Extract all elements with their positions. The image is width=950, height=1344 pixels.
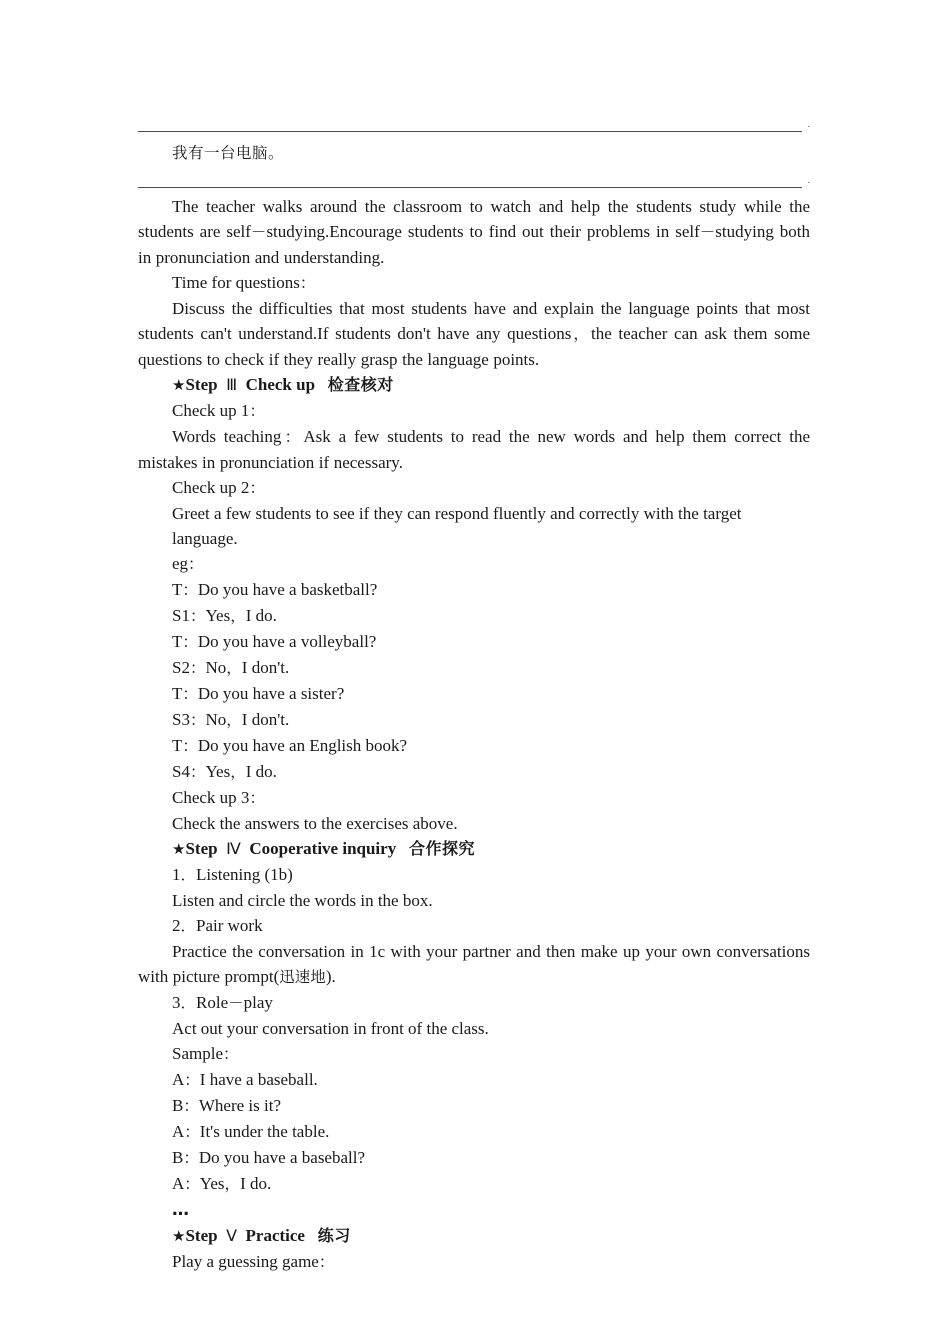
item-1-listening: 1．Listening (1b)	[172, 865, 293, 884]
cjk-run: ．	[180, 994, 197, 1012]
cjk-run: ：	[189, 763, 206, 781]
chinese-answer-line: 我有一台电脑。	[172, 144, 285, 162]
sample-line-a2: A：It's under the table.	[172, 1122, 330, 1141]
discuss-difficulties-paragraph: Discuss the difficulties that most students have and explain the language points that most students can't understand.If students don't have any questions，the teacher can ask them some questions to check if they really grasp the language points.	[138, 299, 810, 369]
check-up-3-label: Check up 3：	[172, 788, 265, 807]
answer-blank-line-2	[138, 168, 810, 194]
cjk-run: ，	[226, 659, 242, 677]
cjk-run: ：	[281, 428, 304, 446]
step-label: Step	[185, 375, 218, 394]
star-icon: ★	[172, 1227, 186, 1245]
step-roman-numeral: Ⅴ	[226, 1226, 238, 1245]
cjk-run: ：	[189, 659, 206, 677]
ellipsis-glyph: …	[172, 1200, 190, 1220]
cjk-run: ：	[182, 633, 198, 651]
cjk-run: ：	[182, 737, 198, 755]
cjk-run: ：	[249, 789, 265, 807]
sample-line-a3: A：Yes，I do.	[172, 1174, 272, 1193]
teacher-walks-paragraph: The teacher walks around the classroom to watch and help the students study while the students are self－studying.Encourage students to find out their problems in self－studying both in pronunciation and understanding.	[138, 197, 810, 267]
cjk-run: ：	[182, 685, 198, 703]
cjk-run: ：	[183, 1097, 199, 1115]
words-teaching-paragraph: Words teaching：Ask a few students to read the new words and help them correct the mistakes in pronunciation if necessary.	[138, 427, 810, 472]
cjk-run: ，	[226, 711, 242, 729]
dialogue-line-t4: T：Do you have an English book?	[172, 736, 408, 755]
dialogue-line-t3: T：Do you have a sister?	[172, 684, 345, 703]
dialogue-line-t2: T：Do you have a volleyball?	[172, 632, 377, 651]
greet-students-line: Greet a few students to see if they can respond fluently and correctly with the target language.	[172, 504, 746, 548]
blank-rule-stroke	[138, 187, 802, 188]
cjk-run: ：	[184, 1175, 200, 1193]
check-up-1-label: Check up 1：	[172, 401, 265, 420]
step-title: Cooperative inquiry	[249, 839, 397, 858]
sample-label: Sample：	[172, 1044, 239, 1063]
cjk-run: ：	[182, 581, 198, 599]
step-roman-numeral: Ⅲ	[226, 375, 238, 394]
answer-blank-line-1	[138, 112, 810, 138]
cjk-run: ．	[180, 866, 197, 884]
dialogue-line-s2: S2：No，I don't.	[172, 658, 290, 677]
item-3-role-play: 3．Role－play	[172, 993, 273, 1012]
step-title: Check up	[245, 375, 316, 394]
document-body	[138, 112, 810, 1275]
cjk-run: ：	[184, 1071, 200, 1089]
check-answers-line: Check the answers to the exercises above.	[172, 814, 458, 833]
step-title: Practice	[245, 1226, 305, 1245]
cjk-run: ：	[223, 1045, 239, 1063]
step-4-heading	[138, 836, 810, 862]
step-chinese-title: 检查核对	[327, 375, 394, 394]
eg-label: eg：	[172, 554, 204, 573]
dialogue-line-t1: T：Do you have a basketball?	[172, 580, 378, 599]
step-label: Step	[185, 1226, 218, 1245]
cjk-run: 迅速地	[279, 968, 326, 986]
time-for-questions-line: Time for questions：	[172, 273, 316, 292]
act-out-line: Act out your conversation in front of the class.	[172, 1019, 489, 1038]
cjk-run: ：	[188, 555, 204, 573]
listen-circle-line: Listen and circle the words in the box.	[172, 891, 433, 910]
sample-line-a1: A：I have a baseball.	[172, 1070, 318, 1089]
cjk-run: ．	[180, 917, 197, 935]
step-chinese-title: 合作探究	[408, 839, 475, 858]
blank-rule-stroke	[138, 131, 802, 132]
blank-end-mark: .	[807, 175, 810, 185]
cjk-run: －	[228, 994, 244, 1012]
blank-end-mark: .	[807, 119, 810, 129]
step-chinese-title: 练习	[317, 1226, 351, 1245]
star-icon: ★	[172, 376, 186, 394]
check-up-2-label: Check up 2：	[172, 478, 265, 497]
sample-line-b1: B：Where is it?	[172, 1096, 281, 1115]
cjk-run: ：	[318, 1253, 335, 1271]
ellipsis-line	[138, 1197, 810, 1223]
cjk-run: ，	[230, 763, 246, 781]
item-2-pair-work: 2．Pair work	[172, 916, 263, 935]
cjk-run: ：	[189, 607, 206, 625]
cjk-run: ：	[249, 402, 265, 420]
practice-conversation-paragraph: Practice the conversation in 1c with your partner and then make up your own conversations with picture prompt(迅速地).	[138, 942, 810, 986]
cjk-run: ：	[249, 479, 265, 497]
cjk-run: ：	[299, 274, 316, 292]
step-3-heading	[138, 372, 810, 398]
dialogue-line-s3: S3：No，I don't.	[172, 710, 290, 729]
play-guessing-game-line: Play a guessing game：	[172, 1252, 335, 1271]
dialogue-line-s1: S1：Yes，I do.	[172, 606, 277, 625]
cjk-run: ：	[184, 1123, 200, 1141]
cjk-run: ：	[183, 1149, 199, 1167]
cjk-run: ，	[571, 325, 591, 343]
cjk-run: ，	[224, 1175, 241, 1193]
cjk-run: ，	[230, 607, 246, 625]
cjk-run: －	[250, 223, 267, 241]
step-5-heading	[138, 1223, 810, 1249]
cjk-run: ：	[189, 711, 206, 729]
sample-line-b2: B：Do you have a baseball?	[172, 1148, 366, 1167]
star-icon: ★	[172, 840, 186, 858]
step-roman-numeral: Ⅳ	[226, 839, 241, 858]
step-label: Step	[185, 839, 218, 858]
dialogue-line-s4: S4：Yes，I do.	[172, 762, 277, 781]
cjk-run: －	[699, 223, 716, 241]
lesson-content-blocks	[138, 194, 810, 1275]
